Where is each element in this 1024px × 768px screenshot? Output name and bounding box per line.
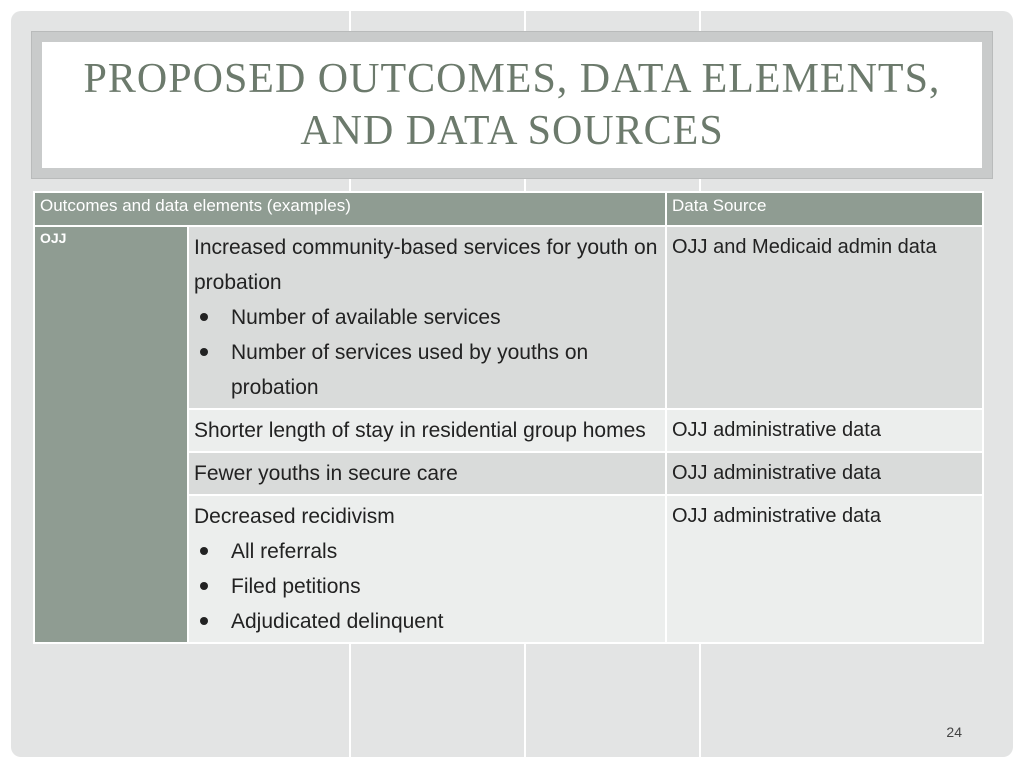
outcome-cell xyxy=(188,409,666,452)
header-outcomes: Outcomes and data elements (examples) xyxy=(34,192,666,226)
list-item: Number of available services xyxy=(194,300,660,335)
title-box xyxy=(42,42,982,168)
bullet-list xyxy=(194,300,660,405)
data-source-cell: OJJ administrative data xyxy=(666,452,983,495)
table-row xyxy=(34,226,983,409)
list-item: Adjudicated delinquent xyxy=(194,604,660,639)
header-data-source: Data Source xyxy=(666,192,983,226)
list-item: All referrals xyxy=(194,534,660,569)
table-header-row xyxy=(34,192,983,226)
list-item: Filed petitions xyxy=(194,569,660,604)
list-item: Number of services used by youths on probation xyxy=(194,335,660,405)
outcome-cell xyxy=(188,495,666,643)
outcome-text: Shorter length of stay in residential group homes xyxy=(194,419,646,442)
group-label-ojj: OJJ xyxy=(34,226,188,643)
title-frame xyxy=(31,31,993,179)
slide-title-line-1: PROPOSED OUTCOMES, DATA ELEMENTS, xyxy=(83,56,941,102)
slide-title-line-2: AND DATA SOURCES xyxy=(300,108,724,154)
data-source-cell: OJJ administrative data xyxy=(666,409,983,452)
data-source-cell: OJJ and Medicaid admin data xyxy=(666,226,983,409)
outcome-cell xyxy=(188,452,666,495)
bullet-list xyxy=(194,534,660,639)
outcome-text: Increased community-based services for youth on probation xyxy=(194,236,658,294)
outcome-text: Decreased recidivism xyxy=(194,505,395,528)
page-number: 24 xyxy=(946,724,962,740)
data-source-cell: OJJ administrative data xyxy=(666,495,983,643)
outcome-cell xyxy=(188,226,666,409)
outcomes-table xyxy=(33,191,984,644)
outcome-text: Fewer youths in secure care xyxy=(194,462,458,485)
